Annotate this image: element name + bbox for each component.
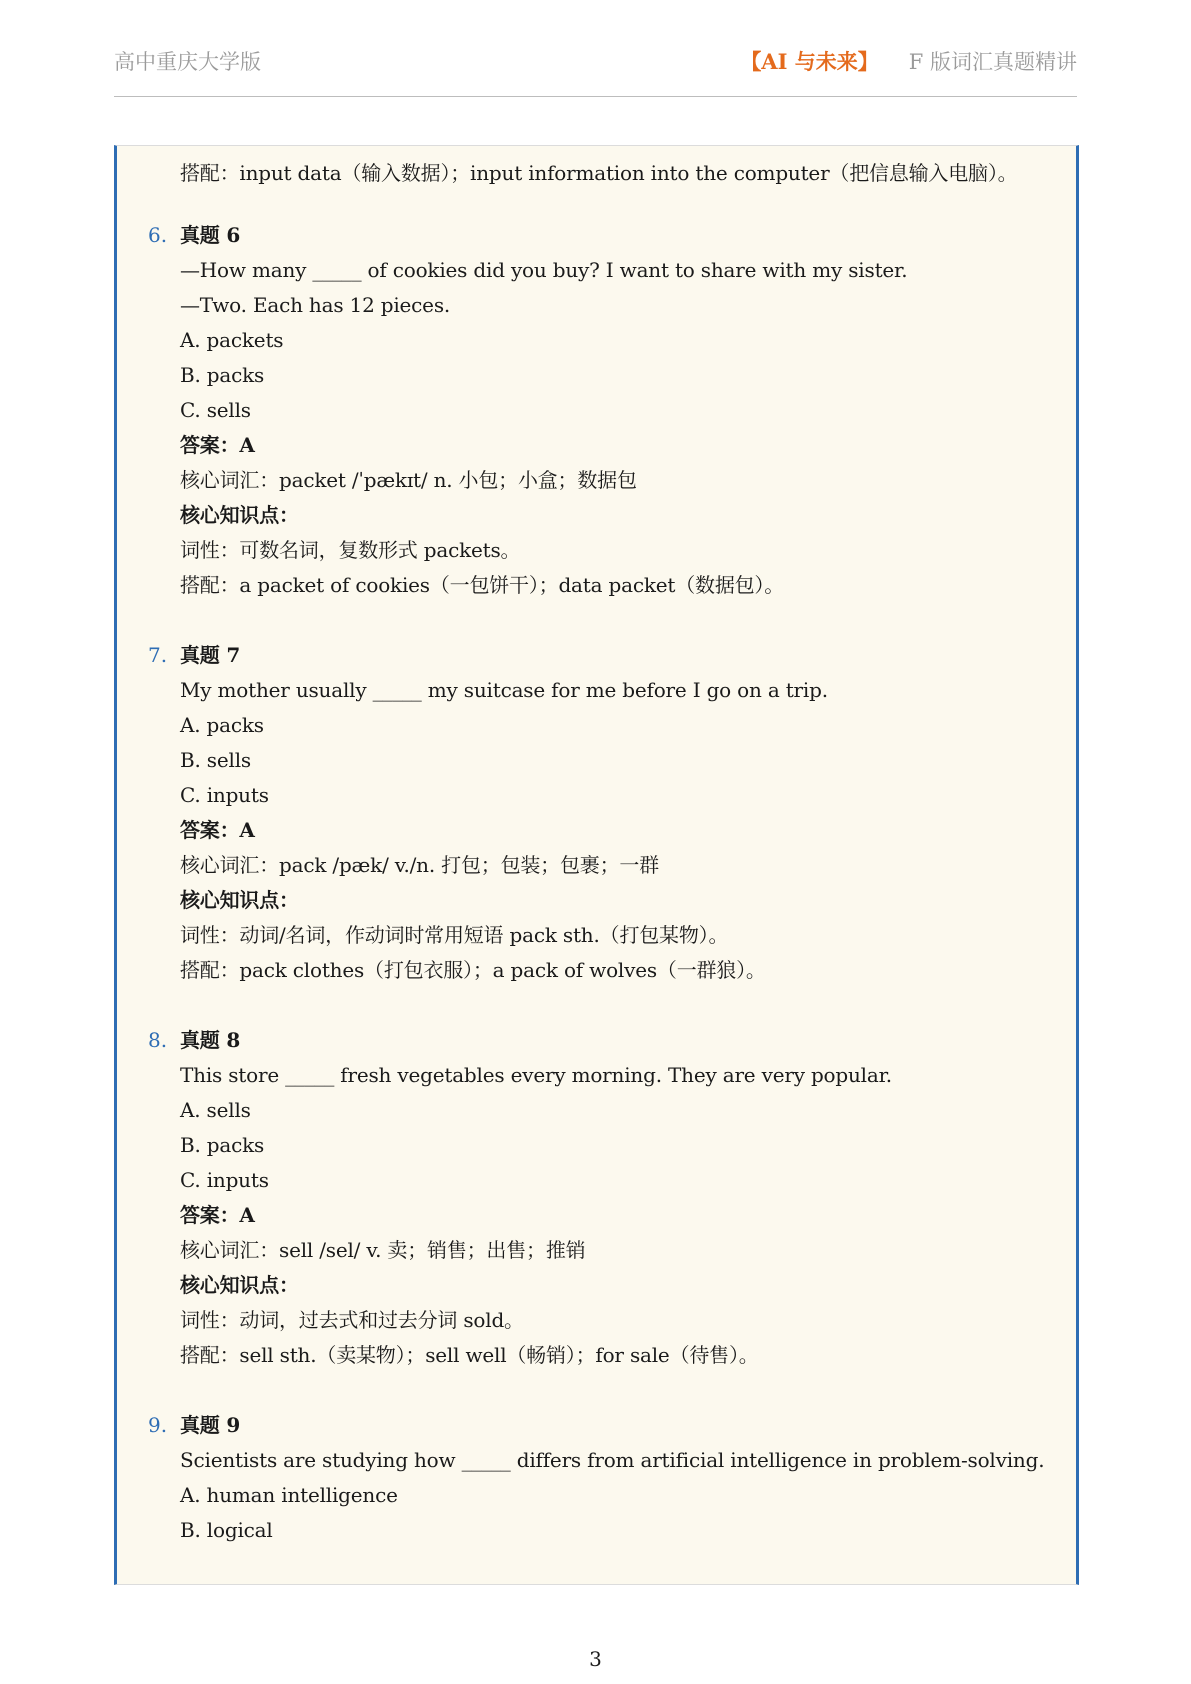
page-number: 3	[589, 1647, 602, 1671]
question-stem: This store _____ fresh vegetables every morning. They are very popular.	[180, 1063, 892, 1087]
question-box	[114, 145, 1079, 1585]
part-of-speech: 词性：动词/名词，作动词时常用短语 pack sth.（打包某物）。	[180, 923, 729, 947]
collocation: 搭配：sell sth.（卖某物）；sell well（畅销）；for sale（待售）。	[180, 1343, 759, 1367]
header-topic-tag: 【AI 与未来】	[740, 49, 879, 74]
core-vocabulary: 核心词汇：packet /ˈpækɪt/ n. 小包；小盒；数据包	[180, 468, 637, 492]
answer: 答案：A	[180, 1203, 255, 1227]
option-c: C. sells	[180, 398, 251, 422]
header-book-title: 高中重庆大学版	[114, 50, 261, 74]
knowledge-heading: 核心知识点：	[180, 888, 299, 912]
question-stem: —Two. Each has 12 pieces.	[180, 293, 451, 317]
question-title: 真题 6	[180, 223, 241, 247]
collocation: 搭配：pack clothes（打包衣服）；a pack of wolves（一群狼）。	[180, 958, 766, 982]
answer: 答案：A	[180, 433, 255, 457]
question-number: 7.	[148, 643, 168, 667]
header-right	[740, 46, 1077, 76]
header-subtitle: F 版词汇真题精讲	[908, 50, 1077, 74]
page-header	[114, 46, 1077, 97]
option-b: B. sells	[180, 748, 251, 772]
question-title: 真题 9	[180, 1413, 241, 1437]
intro-collocation: 搭配：input data（输入数据）；input information into the computer（把信息输入电脑）。	[180, 161, 1018, 185]
question-title: 真题 7	[180, 643, 241, 667]
option-c: C. inputs	[180, 783, 269, 807]
question-number: 8.	[148, 1028, 168, 1052]
question-title: 真题 8	[180, 1028, 241, 1052]
question-number: 6.	[148, 223, 168, 247]
collocation: 搭配：a packet of cookies（一包饼干）；data packet（数据包）。	[180, 573, 785, 597]
answer: 答案：A	[180, 818, 255, 842]
option-a: A. packs	[180, 713, 264, 737]
option-b: B. logical	[180, 1518, 273, 1542]
option-a: A. packets	[180, 328, 284, 352]
knowledge-heading: 核心知识点：	[180, 1273, 299, 1297]
core-vocabulary: 核心词汇：sell /sel/ v. 卖；销售；出售；推销	[180, 1238, 586, 1262]
part-of-speech: 词性：可数名词，复数形式 packets。	[180, 538, 521, 562]
question-stem: —How many _____ of cookies did you buy? I want to share with my sister.	[180, 258, 908, 282]
option-b: B. packs	[180, 363, 265, 387]
part-of-speech: 词性：动词，过去式和过去分词 sold。	[180, 1308, 524, 1332]
option-a: A. human intelligence	[180, 1483, 398, 1507]
question-number: 9.	[148, 1413, 168, 1437]
option-a: A. sells	[180, 1098, 251, 1122]
knowledge-heading: 核心知识点：	[180, 503, 299, 527]
question-stem: My mother usually _____ my suitcase for me before I go on a trip.	[180, 678, 828, 702]
core-vocabulary: 核心词汇：pack /pæk/ v./n. 打包；包装；包裹；一群	[180, 853, 659, 877]
question-stem: Scientists are studying how _____ differs from artificial intelligence in problem-solving.	[180, 1448, 1045, 1472]
option-b: B. packs	[180, 1133, 265, 1157]
option-c: C. inputs	[180, 1168, 269, 1192]
